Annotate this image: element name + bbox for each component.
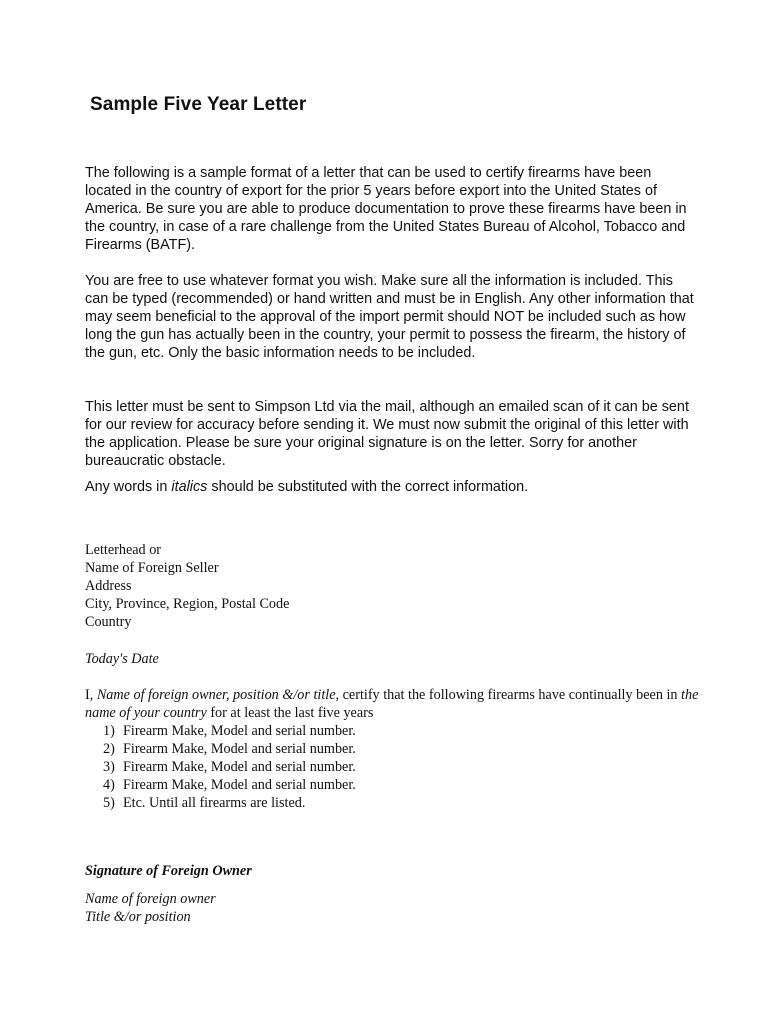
letterhead-line: Address bbox=[85, 578, 132, 594]
list-item-number: 3) bbox=[103, 759, 115, 775]
list-item bbox=[103, 758, 356, 776]
letterhead-block bbox=[85, 541, 700, 631]
letterhead-line: Name of Foreign Seller bbox=[85, 560, 219, 576]
letterhead-line: Letterhead or bbox=[85, 542, 162, 558]
list-item bbox=[103, 722, 356, 740]
certification-statement bbox=[85, 686, 700, 722]
owner-title: Title &/or position bbox=[85, 909, 191, 925]
list-item-number: 1) bbox=[103, 723, 115, 739]
letterhead-line: Country bbox=[85, 614, 132, 630]
certify-prefix: I, bbox=[85, 687, 97, 703]
intro-paragraph-2: You are free to use whatever format you wish. Make sure all the information is included. This can be typed (recommended) or hand written and must be in English. Any other information that may seem beneficial to the approval of the import permit should NOT be included such as how long the gun has actually been in the country, your permit to possess the firearm, the history of the gun, etc. Only the basic information needs to be included. bbox=[85, 273, 694, 361]
certify-suffix: for at least the last five years bbox=[206, 705, 374, 721]
list-item-text: Firearm Make, Model and serial number. bbox=[123, 759, 356, 775]
intro-paragraph-3: This letter must be sent to Simpson Ltd via the mail, although an emailed scan of it can be sent for our review for accuracy before sending it. We must now submit the original of this letter with the application. Please be sure your original signature is on the letter. Sorry for another bureaucratic obstacle. bbox=[85, 399, 689, 469]
list-item-text: Firearm Make, Model and serial number. bbox=[123, 723, 356, 739]
certify-country: the name of your country bbox=[85, 687, 699, 721]
certify-owner: Name of foreign owner, position &/or title bbox=[96, 687, 336, 703]
italics-note-before: Any words in bbox=[85, 479, 172, 495]
list-item-text: Etc. Until all firearms are listed. bbox=[123, 795, 306, 811]
signature-line: Signature of Foreign Owner bbox=[85, 863, 252, 879]
certify-middle: , certify that the following firearms have continually been in bbox=[335, 687, 682, 703]
italics-note-after: should be substituted with the correct information. bbox=[207, 479, 529, 495]
owner-name: Name of foreign owner bbox=[85, 891, 216, 907]
list-item-text: Firearm Make, Model and serial number. bbox=[123, 777, 356, 793]
page-title: Sample Five Year Letter bbox=[90, 94, 307, 115]
list-item-number: 4) bbox=[103, 777, 115, 793]
intro-paragraph-4 bbox=[85, 478, 700, 496]
list-item bbox=[103, 776, 356, 794]
list-item-text: Firearm Make, Model and serial number. bbox=[123, 741, 356, 757]
italics-word: italics bbox=[171, 479, 208, 495]
intro-paragraph-1: The following is a sample format of a letter that can be used to certify firearms have been located in the country of export for the prior 5 years before export into the United States of America. Be sure you are able to produce documentation to prove these firearms have been in the country, in case of a rare challenge from the United States Bureau of Alcohol, Tobacco and Firearms (BATF). bbox=[85, 165, 687, 253]
list-item-number: 5) bbox=[103, 795, 115, 811]
firearms-list bbox=[103, 722, 356, 812]
list-item bbox=[103, 794, 356, 812]
list-item bbox=[103, 740, 356, 758]
list-item-number: 2) bbox=[103, 741, 115, 757]
letter-date: Today's Date bbox=[85, 651, 159, 667]
owner-block bbox=[85, 890, 700, 926]
letterhead-line: City, Province, Region, Postal Code bbox=[85, 596, 290, 612]
